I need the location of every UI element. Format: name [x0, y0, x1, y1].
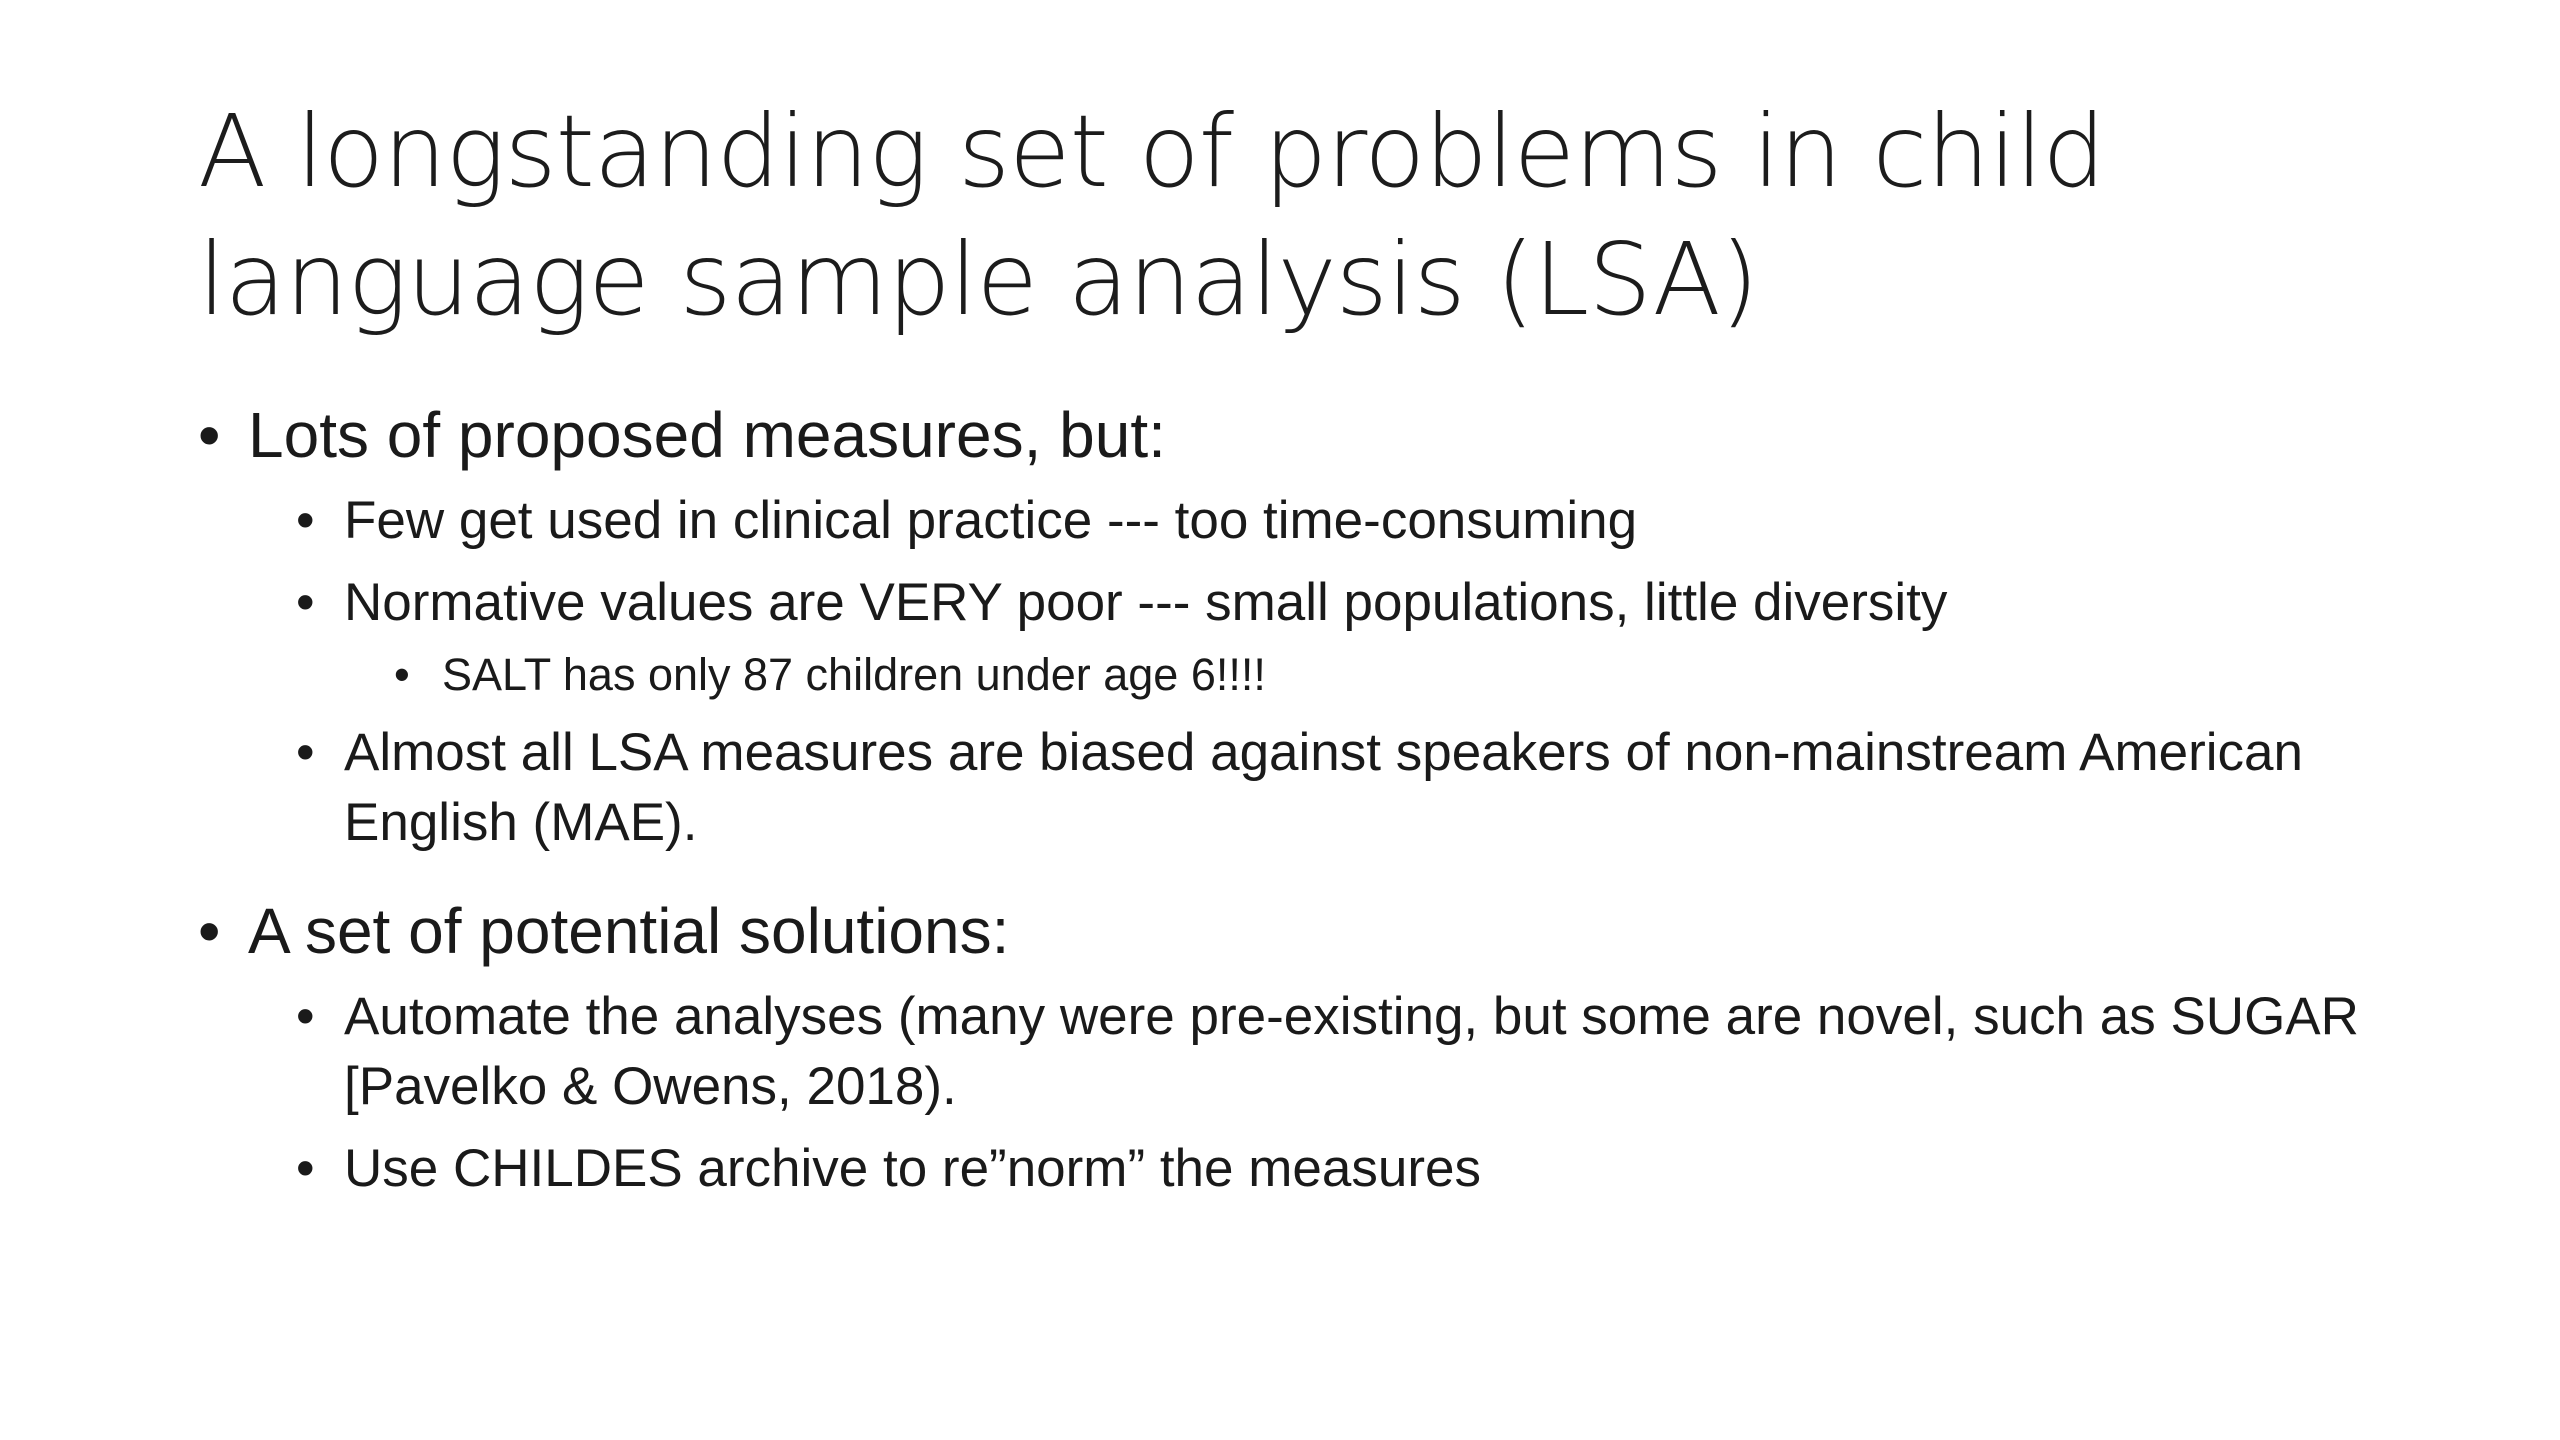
bullet-level2-few-used: [296, 486, 2428, 556]
bullet-text: Use CHILDES archive to re”norm” the measures: [344, 1139, 1481, 1198]
bullet-text: Almost all LSA measures are biased against speakers of non-mainstream American English (MAE).: [344, 723, 2304, 852]
bullet-dot-icon: •: [394, 649, 410, 700]
bullet-text: Normative values are VERY poor --- small populations, little diversity: [344, 573, 1948, 632]
bullet-level2-lsa-biased: [296, 718, 2428, 858]
bullet-text: Few get used in clinical practice --- too time-consuming: [344, 491, 1638, 550]
bullet-dot-icon: •: [296, 1139, 315, 1198]
bullet-dot-icon: •: [198, 399, 221, 471]
bullet-dot-icon: •: [198, 895, 221, 967]
bullet-text: A set of potential solutions:: [248, 895, 1010, 967]
bullet-level2-childes: [296, 1134, 2428, 1204]
bullet-dot-icon: •: [296, 573, 315, 632]
bullet-dot-icon: •: [296, 491, 315, 550]
bullet-level1-potential-solutions: [198, 892, 2428, 970]
bullet-level2-automate: [296, 982, 2428, 1122]
bullet-level1-proposed-measures: [198, 396, 2428, 474]
slide-title-line-2: language sample analysis (LSA): [198, 221, 1758, 338]
bullet-level3-salt: [394, 644, 2428, 706]
bullet-level2-normative-values: [296, 568, 2428, 638]
bullet-dot-icon: •: [296, 987, 315, 1046]
slide-title-line-1: A longstanding set of problems in child: [198, 93, 2105, 210]
bullet-text: Lots of proposed measures, but:: [248, 399, 1166, 471]
bullet-text: Automate the analyses (many were pre-existing, but some are novel, such as SUGAR [Pavelko & Owens, 2018).: [344, 987, 2359, 1116]
slide-title: [198, 88, 2398, 344]
bullet-dot-icon: •: [296, 723, 315, 782]
bullet-text: SALT has only 87 children under age 6!!!!: [442, 649, 1266, 700]
bullet-list: [198, 396, 2428, 1204]
